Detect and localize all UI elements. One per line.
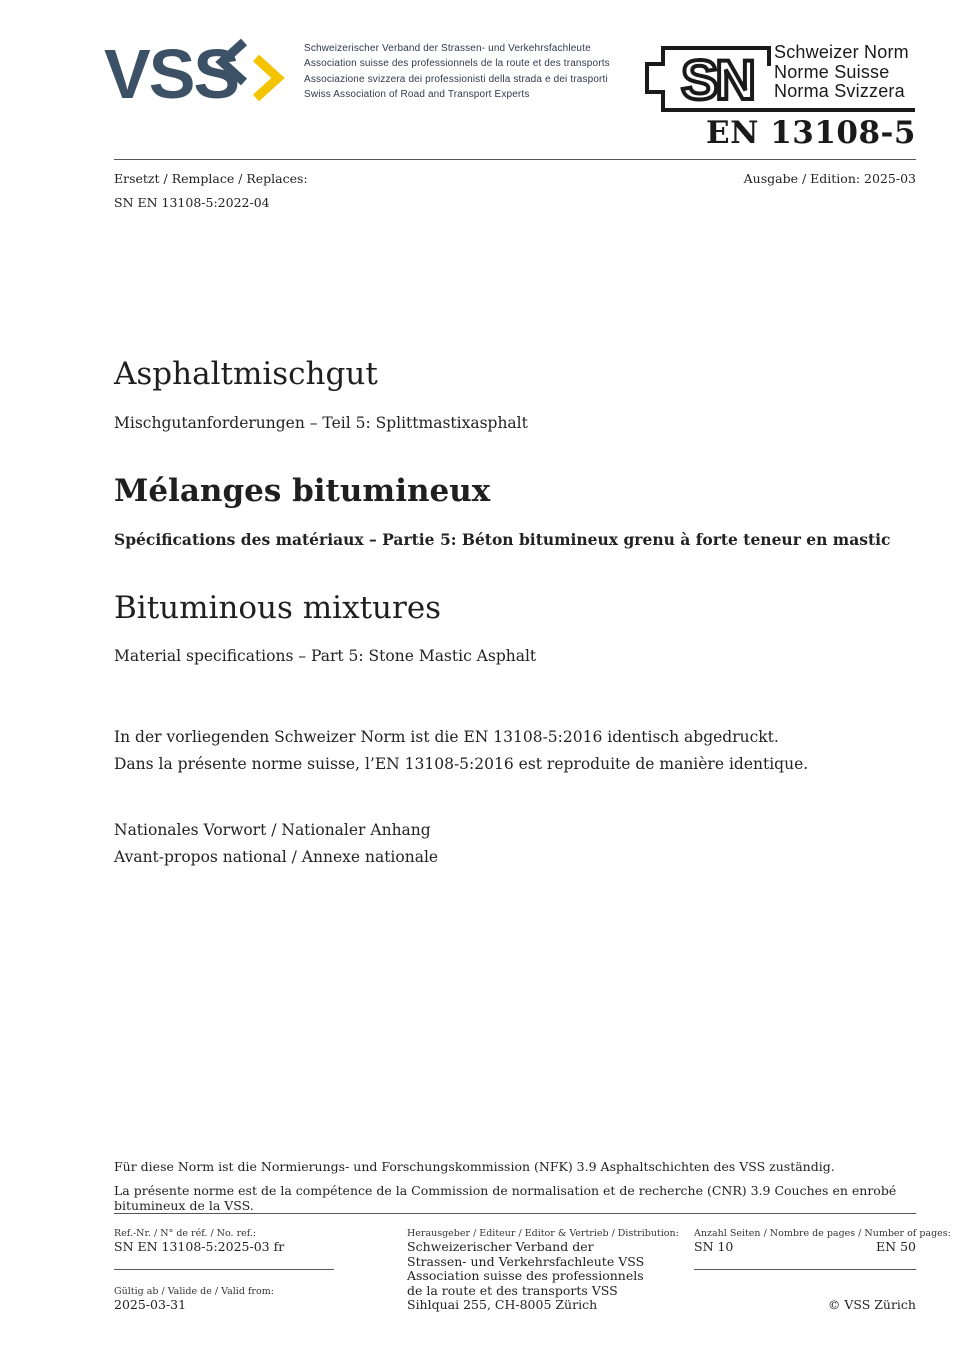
vss-logo: [104, 36, 286, 104]
pages-label: Anzahl Seiten / Nombre de pages / Number of pages:: [694, 1228, 951, 1239]
sn-designation: [774, 43, 909, 102]
publisher-address: [407, 1240, 644, 1313]
publisher-line: Strassen- und Verkehrsfachleute VSS: [407, 1253, 645, 1269]
responsibility-german: Für diese Norm ist die Normierungs- und Forschungskommission (NFK) 3.9 Asphaltschichten des VSS zuständig.: [114, 1159, 835, 1174]
pages-sn: SN 10: [694, 1239, 734, 1254]
reference-divider: [114, 1269, 334, 1270]
subtitle-english: Material specifications – Part 5: Stone Mastic Asphalt: [114, 647, 537, 665]
reference-label: Ref.-Nr. / N° de réf. / No. ref.:: [114, 1228, 257, 1239]
subtitle-german: Mischgutanforderungen – Teil 5: Splittmastixasphalt: [114, 414, 528, 432]
valid-from-value: 2025-03-31: [114, 1297, 187, 1312]
sn-logo-text: SN: [681, 48, 753, 111]
reference-value: SN EN 13108-5:2025-03 fr: [114, 1239, 285, 1254]
edition: Ausgabe / Edition: 2025-03: [743, 171, 916, 186]
national-annex-german: Nationales Vorwort / Nationaler Anhang: [114, 821, 431, 839]
sn-designation-de: Schweizer Norm: [774, 42, 909, 62]
pages-divider: [694, 1269, 916, 1270]
association-name-de: Schweizerischer Verband der Strassen- und Verkehrsfachleute: [304, 43, 591, 54]
pages-en: EN 50: [876, 1239, 916, 1254]
sn-designation-fr: Norme Suisse: [774, 61, 890, 82]
publisher-line: Sihlquai 255, CH-8005 Zürich: [407, 1297, 598, 1312]
publisher-line: Schweizerischer Verband der: [407, 1239, 594, 1254]
title-english: Bituminous mixtures: [114, 590, 442, 626]
responsibility-french: La présente norme est de la compétence de la Commission de normalisation et de recherche (CNR) 3.9 Couches en enrobé bitumineux de la VSS.: [114, 1183, 897, 1213]
identical-note-french: Dans la présente norme suisse, l’EN 13108-5:2016 est reproduite de manière identique.: [114, 755, 809, 773]
national-annex-french: Avant-propos national / Annexe nationale: [114, 848, 439, 866]
document-number: EN 13108-5: [705, 115, 916, 151]
publisher-line: Association suisse des professionnels: [407, 1268, 644, 1283]
association-name-it: Associazione svizzera dei professionisti della strada e dei trasporti: [304, 73, 608, 85]
footer-divider: [114, 1213, 916, 1214]
title-french: Mélanges bitumineux: [114, 473, 491, 509]
association-names: [304, 41, 610, 102]
valid-from-label: Gültig ab / Valide de / Valid from:: [114, 1286, 274, 1297]
copyright: © VSS Zürich: [827, 1297, 916, 1312]
title-german: Asphaltmischgut: [114, 356, 378, 392]
association-name-en: Swiss Association of Road and Transport Experts: [304, 88, 530, 100]
vss-logo-text: VSS: [104, 36, 239, 104]
header-divider: [114, 159, 916, 160]
sn-designation-it: Norma Svizzera: [774, 81, 905, 101]
publisher-label: Herausgeber / Editeur / Editor & Vertrieb / Distribution:: [407, 1228, 679, 1239]
replaces-label: Ersetzt / Remplace / Replaces:: [114, 171, 308, 186]
identical-note-german: In der vorliegenden Schweizer Norm ist die EN 13108-5:2016 identisch abgedruckt.: [114, 728, 779, 746]
subtitle-french: Spécifications des matériaux – Partie 5: Béton bitumineux grenu à forte teneur en mastic: [114, 530, 891, 549]
publisher-line: de la route et des transports VSS: [407, 1282, 618, 1298]
association-name-fr: Association suisse des professionnels de la route et des transports: [304, 58, 610, 70]
replaces-value: SN EN 13108-5:2022-04: [114, 195, 270, 210]
